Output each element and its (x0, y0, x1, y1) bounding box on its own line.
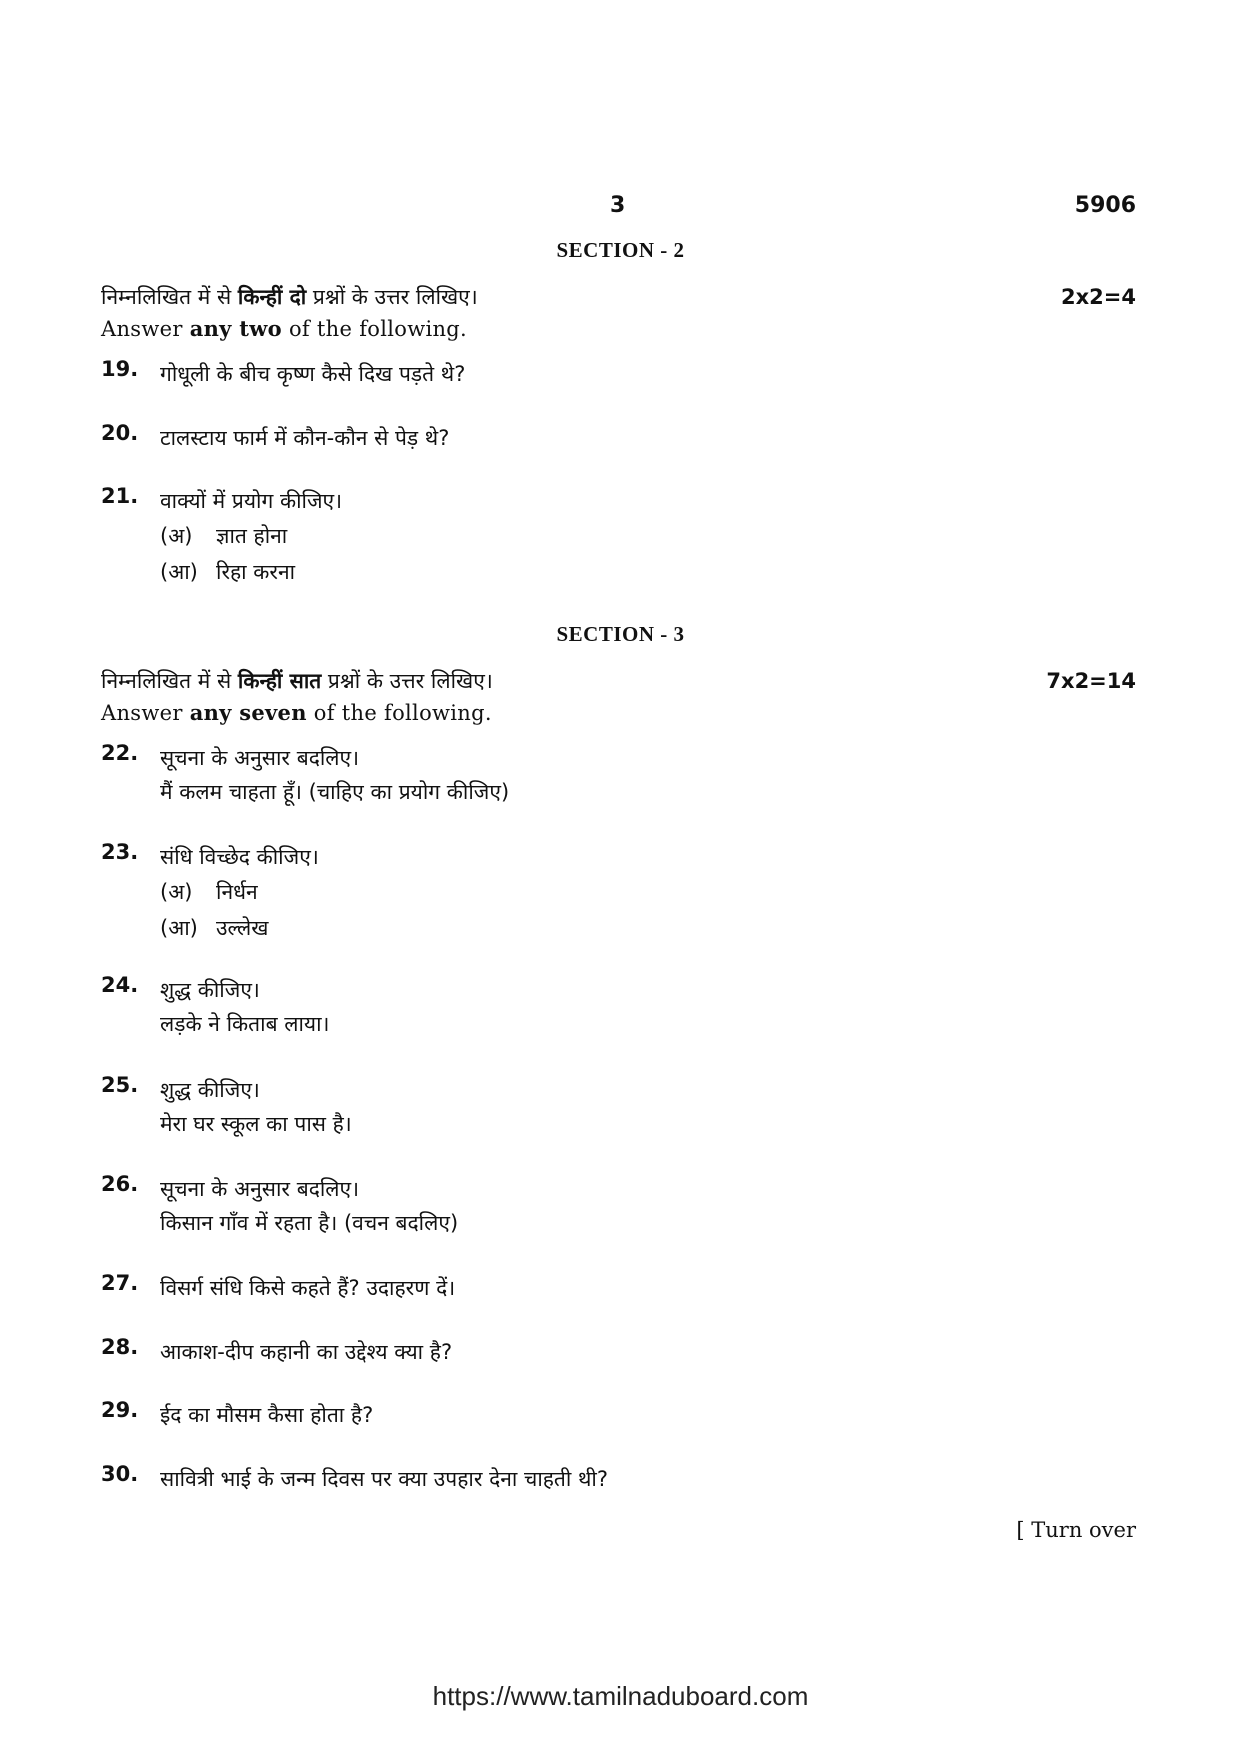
question-text: टालस्टाय फार्म में कौन-कौन से पेड़ थे? (160, 426, 450, 450)
question-25 (101, 1073, 1141, 1141)
question-29 (101, 1398, 1141, 1432)
question-text: वाक्यों में प्रयोग कीजिए। (160, 489, 343, 513)
question-number: 20. (101, 421, 139, 445)
question-number: 21. (101, 484, 139, 508)
paper-code: 5906 (1074, 193, 1136, 218)
question-24 (101, 973, 1141, 1041)
question-30 (101, 1462, 1141, 1496)
question-26 (101, 1172, 1141, 1240)
question-sentence: लड़के ने किताब लाया। (160, 1012, 330, 1036)
section-3-instruction-english: Answer any seven of the following. (101, 700, 492, 725)
question-text: ईद का मौसम कैसा होता है? (160, 1403, 374, 1427)
question-text: आकाश-दीप कहानी का उद्देश्य क्या है? (160, 1340, 453, 1364)
section-3-instruction-hindi: निम्नलिखित में से किन्हीं सात प्रश्नों के उत्तर लिखिए। (101, 669, 493, 693)
question-sentence: किसान गाँव में रहता है। (वचन बदलिए) (160, 1211, 459, 1235)
question-number: 19. (101, 357, 139, 381)
question-21 (101, 484, 1141, 590)
question-number: 23. (101, 840, 139, 864)
section-2-marks: 2x2=4 (1061, 285, 1136, 309)
question-text: सावित्री भाई के जन्म दिवस पर क्या उपहार देना चाहती थी? (160, 1467, 609, 1491)
question-number: 25. (101, 1073, 139, 1097)
question-text: विसर्ग संधि किसे कहते हैं? उदाहरण दें। (160, 1276, 456, 1300)
question-number: 28. (101, 1335, 139, 1359)
section-2-title: SECTION - 2 (556, 238, 685, 262)
question-27 (101, 1271, 1141, 1305)
question-text: सूचना के अनुसार बदलिए। (160, 1177, 360, 1201)
question-sentence: मैं कलम चाहता हूँ। (चाहिए का प्रयोग कीजिए) (160, 780, 510, 804)
question-text: सूचना के अनुसार बदलिए। (160, 746, 360, 770)
question-number: 26. (101, 1172, 139, 1196)
question-text: संधि विच्छेद कीजिए। (160, 845, 319, 869)
section-2-instruction-hindi: निम्नलिखित में से किन्हीं दो प्रश्नों के उत्तर लिखिए। (101, 285, 478, 309)
question-22 (101, 741, 1141, 809)
section-3-title: SECTION - 3 (556, 622, 685, 646)
question-part: (अ) ज्ञात होना (160, 524, 288, 548)
question-text: शुद्ध कीजिए। (160, 978, 260, 1002)
question-20 (101, 421, 1141, 455)
question-number: 30. (101, 1462, 139, 1486)
question-part: (अ) निर्धन (160, 880, 258, 904)
question-28 (101, 1335, 1141, 1369)
question-part: (आ) उल्लेख (160, 916, 269, 940)
question-number: 29. (101, 1398, 139, 1422)
question-sentence: मेरा घर स्कूल का पास है। (160, 1112, 352, 1136)
question-number: 22. (101, 741, 139, 765)
question-text: शुद्ध कीजिए। (160, 1078, 260, 1102)
question-part: (आ) रिहा करना (160, 560, 296, 584)
question-19 (101, 357, 1141, 391)
section-3-marks: 7x2=14 (1046, 669, 1136, 693)
question-number: 24. (101, 973, 139, 997)
page-number: 3 (610, 193, 626, 218)
question-23 (101, 840, 1141, 946)
question-text: गोधूली के बीच कृष्ण कैसे दिख पड़ते थे? (160, 362, 466, 386)
question-number: 27. (101, 1271, 139, 1295)
footer-url[interactable]: https://www.tamilnaduboard.com (432, 1681, 809, 1711)
section-2-instruction-english: Answer any two of the following. (101, 316, 468, 341)
turn-over-note: [ Turn over (1016, 1518, 1136, 1542)
